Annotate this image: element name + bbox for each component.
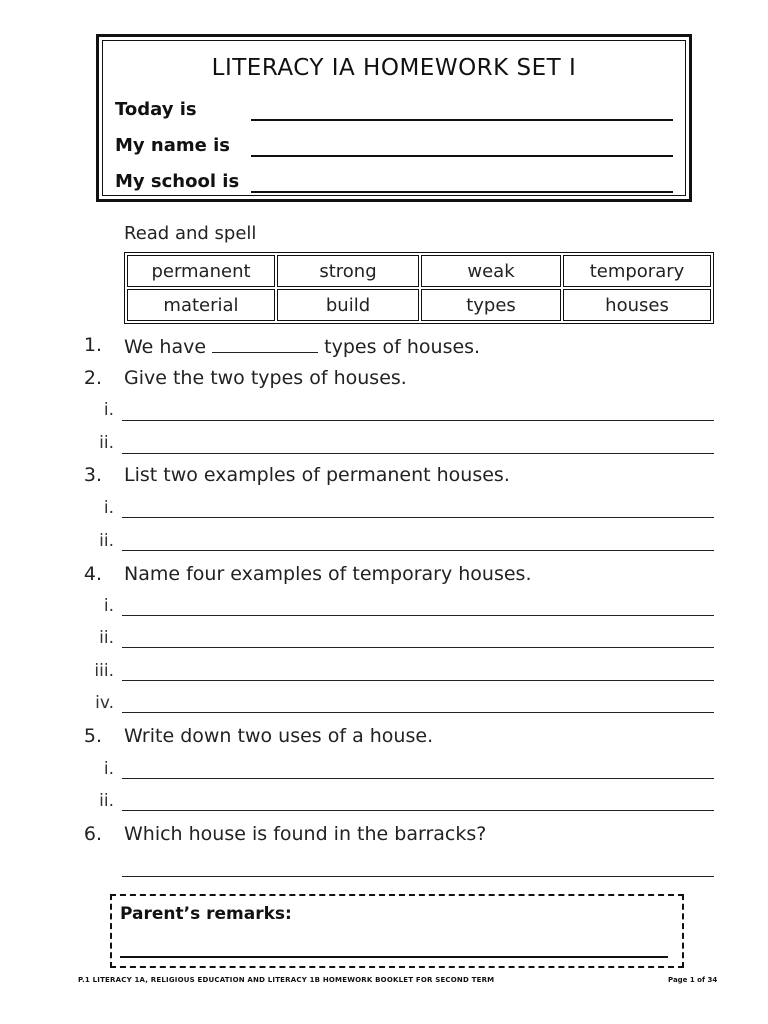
question-3-text: List two examples of permanent houses. [124,464,510,486]
question-number: 6. [83,823,102,845]
answer-line[interactable] [122,550,714,551]
question-1-before: We have [124,336,207,358]
date-field-row [115,99,673,129]
answer-line[interactable] [122,453,714,454]
header-box [96,34,692,202]
answer-line[interactable] [122,615,714,616]
sub-number: ii. [99,433,114,453]
answer-line[interactable] [122,876,714,877]
answer-line[interactable] [122,680,714,681]
question-number: 4. [83,563,102,585]
school-field-line[interactable] [251,191,673,193]
spelling-table [124,252,714,324]
answer-line[interactable] [122,517,714,518]
school-field-row [115,171,673,201]
spelling-row [127,255,711,287]
question-5-text: Write down two uses of a house. [124,725,434,747]
spelling-word: material [127,289,275,321]
question-2-text: Give the two types of houses. [124,367,407,389]
sub-number: ii. [99,531,114,551]
question-number: 2. [83,367,102,389]
name-field-line[interactable] [251,155,673,157]
name-field-label: My name is [115,135,230,156]
spelling-word: types [421,289,561,321]
parent-remarks-label: Parent’s remarks: [120,904,292,924]
spelling-row [127,289,711,321]
question-6-text: Which house is found in the barracks? [124,823,487,845]
spelling-label: Read and spell [124,223,257,244]
spelling-word: build [277,289,419,321]
answer-line[interactable] [122,778,714,779]
answer-line[interactable] [122,647,714,648]
sub-number: i. [103,400,114,420]
parent-remarks-box [110,894,684,968]
date-field-label: Today is [115,99,197,120]
header-inner-border [102,40,686,196]
school-field-label: My school is [115,171,240,192]
question-1-after: types of houses. [324,336,481,358]
spelling-word: strong [277,255,419,287]
question-number: 1. [83,334,102,356]
sub-number: iii. [94,661,114,681]
answer-line[interactable] [122,810,714,811]
date-field-line[interactable] [251,119,673,121]
sub-number: i. [103,498,114,518]
spelling-word: houses [563,289,711,321]
spelling-word: weak [421,255,561,287]
footer-booklet-title: P.1 LITERACY 1A, RELIGIOUS EDUCATION AND LITERACY 1B HOMEWORK BOOKLET FOR SECOND TERM [78,976,495,984]
answer-line[interactable] [122,420,714,421]
question-number: 5. [83,725,102,747]
name-field-row [115,135,673,165]
sub-number: i. [103,759,114,779]
sub-number: iv. [95,693,114,713]
question-4-text: Name four examples of temporary houses. [124,563,532,585]
spelling-word: permanent [127,255,275,287]
parent-remarks-line[interactable] [120,956,668,958]
question-number: 3. [83,464,102,486]
spelling-word: temporary [563,255,711,287]
footer-page-number: Page 1 of 34 [668,976,718,984]
sub-number: ii. [99,628,114,648]
answer-line[interactable] [122,712,714,713]
question-1-blank[interactable] [212,334,318,353]
sub-number: i. [103,596,114,616]
page-title: LITERACY IA HOMEWORK SET I [211,55,577,81]
question-1-text [124,334,480,358]
sub-number: ii. [99,791,114,811]
